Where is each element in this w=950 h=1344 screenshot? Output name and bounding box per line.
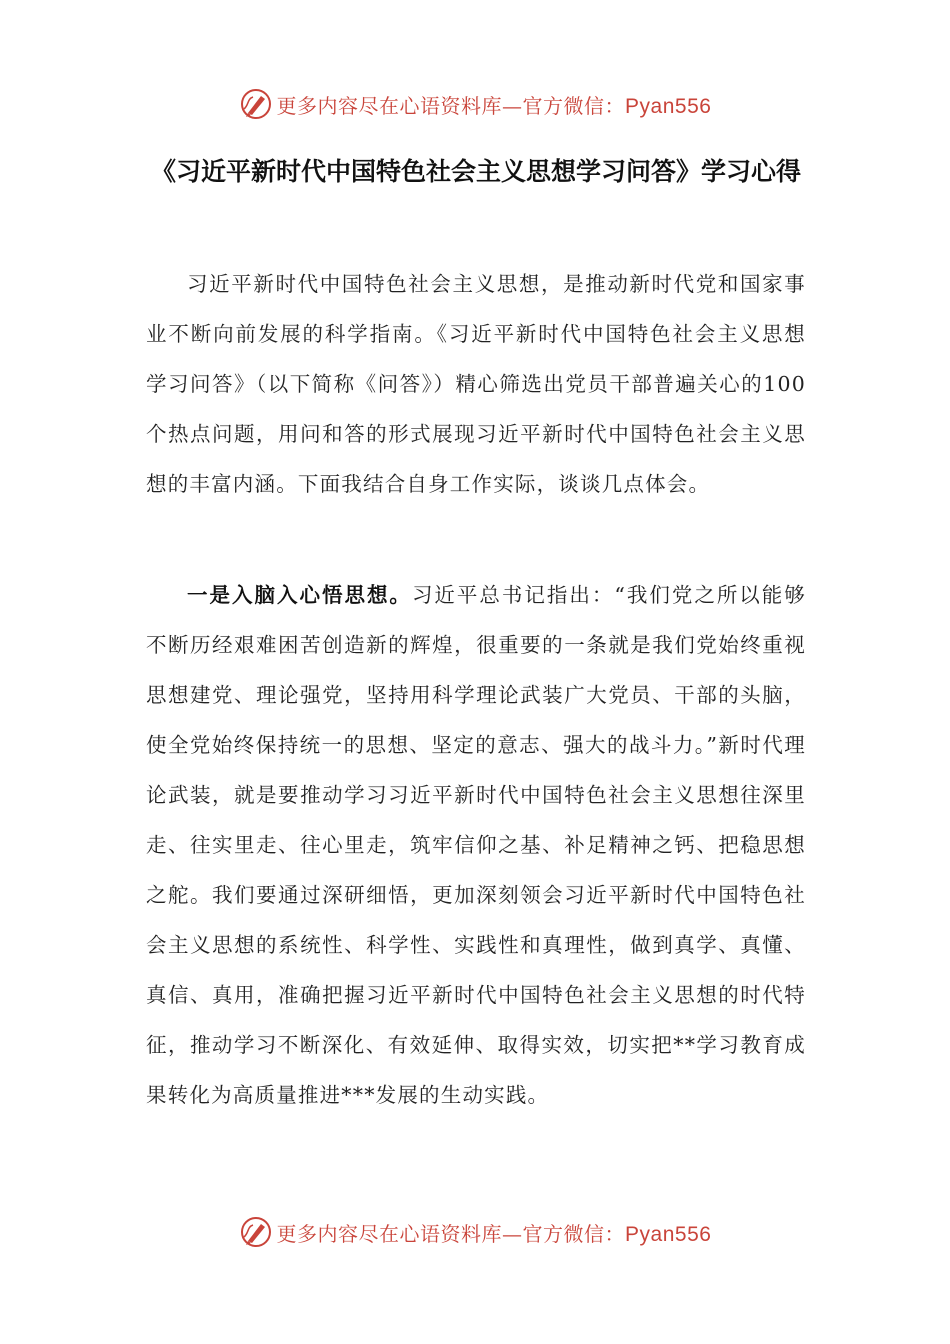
paragraph-lead: 一是入脑入心悟思想。 [187, 583, 412, 607]
paragraph-intro [146, 259, 806, 509]
document-title: 《习近平新时代中国特色社会主义思想学习问答》学习心得 [150, 157, 801, 186]
footer-banner [0, 1212, 950, 1252]
header-banner [0, 84, 950, 124]
pen-nib-icon [239, 1215, 273, 1249]
pen-nib-icon [239, 87, 273, 121]
paragraph-text: 习近平新时代中国特色社会主义思想，是推动新时代党和国家事业不断向前发展的科学指南。《习近平新时代中国特色社会主义思想学习问答》（以下简称《问答》）精心筛选出党员干部普遍关心的100个热点问题，用问和答的形式展现习近平新时代中国特色社会主义思想的丰富内涵。下面我结合自身工作实际，谈谈几点体会。 [146, 272, 806, 496]
paragraph-text: 习近平总书记指出：“我们党之所以能够不断历经艰难困苦创造新的辉煌，很重要的一条就是我们党始终重视思想建党、理论强党，坚持用科学理论武装广大党员、干部的头脑，使全党始终保持统一的思想、坚定的意志、强大的战斗力。”新时代理论武装，就是要推动学习习近平新时代中国特色社会主义思想往深里走、往实里走、往心里走，筑牢信仰之基、补足精神之钙、把稳思想之舵。我们要通过深研细悟，更加深刻领会习近平新时代中国特色社会主义思想的系统性、科学性、实践性和真理性，做到真学、真懂、真信、真用，准确把握习近平新时代中国特色社会主义思想的时代特征，推动学习不断深化、有效延伸、取得实效，切实把**学习教育成果转化为高质量推进***发展的生动实践。 [146, 583, 806, 1107]
paragraph-point-one [146, 570, 806, 1120]
banner-text: 更多内容尽在心语资料库—官方微信：Pyan556 [276, 93, 712, 118]
banner-text: 更多内容尽在心语资料库—官方微信：Pyan556 [276, 1221, 712, 1246]
